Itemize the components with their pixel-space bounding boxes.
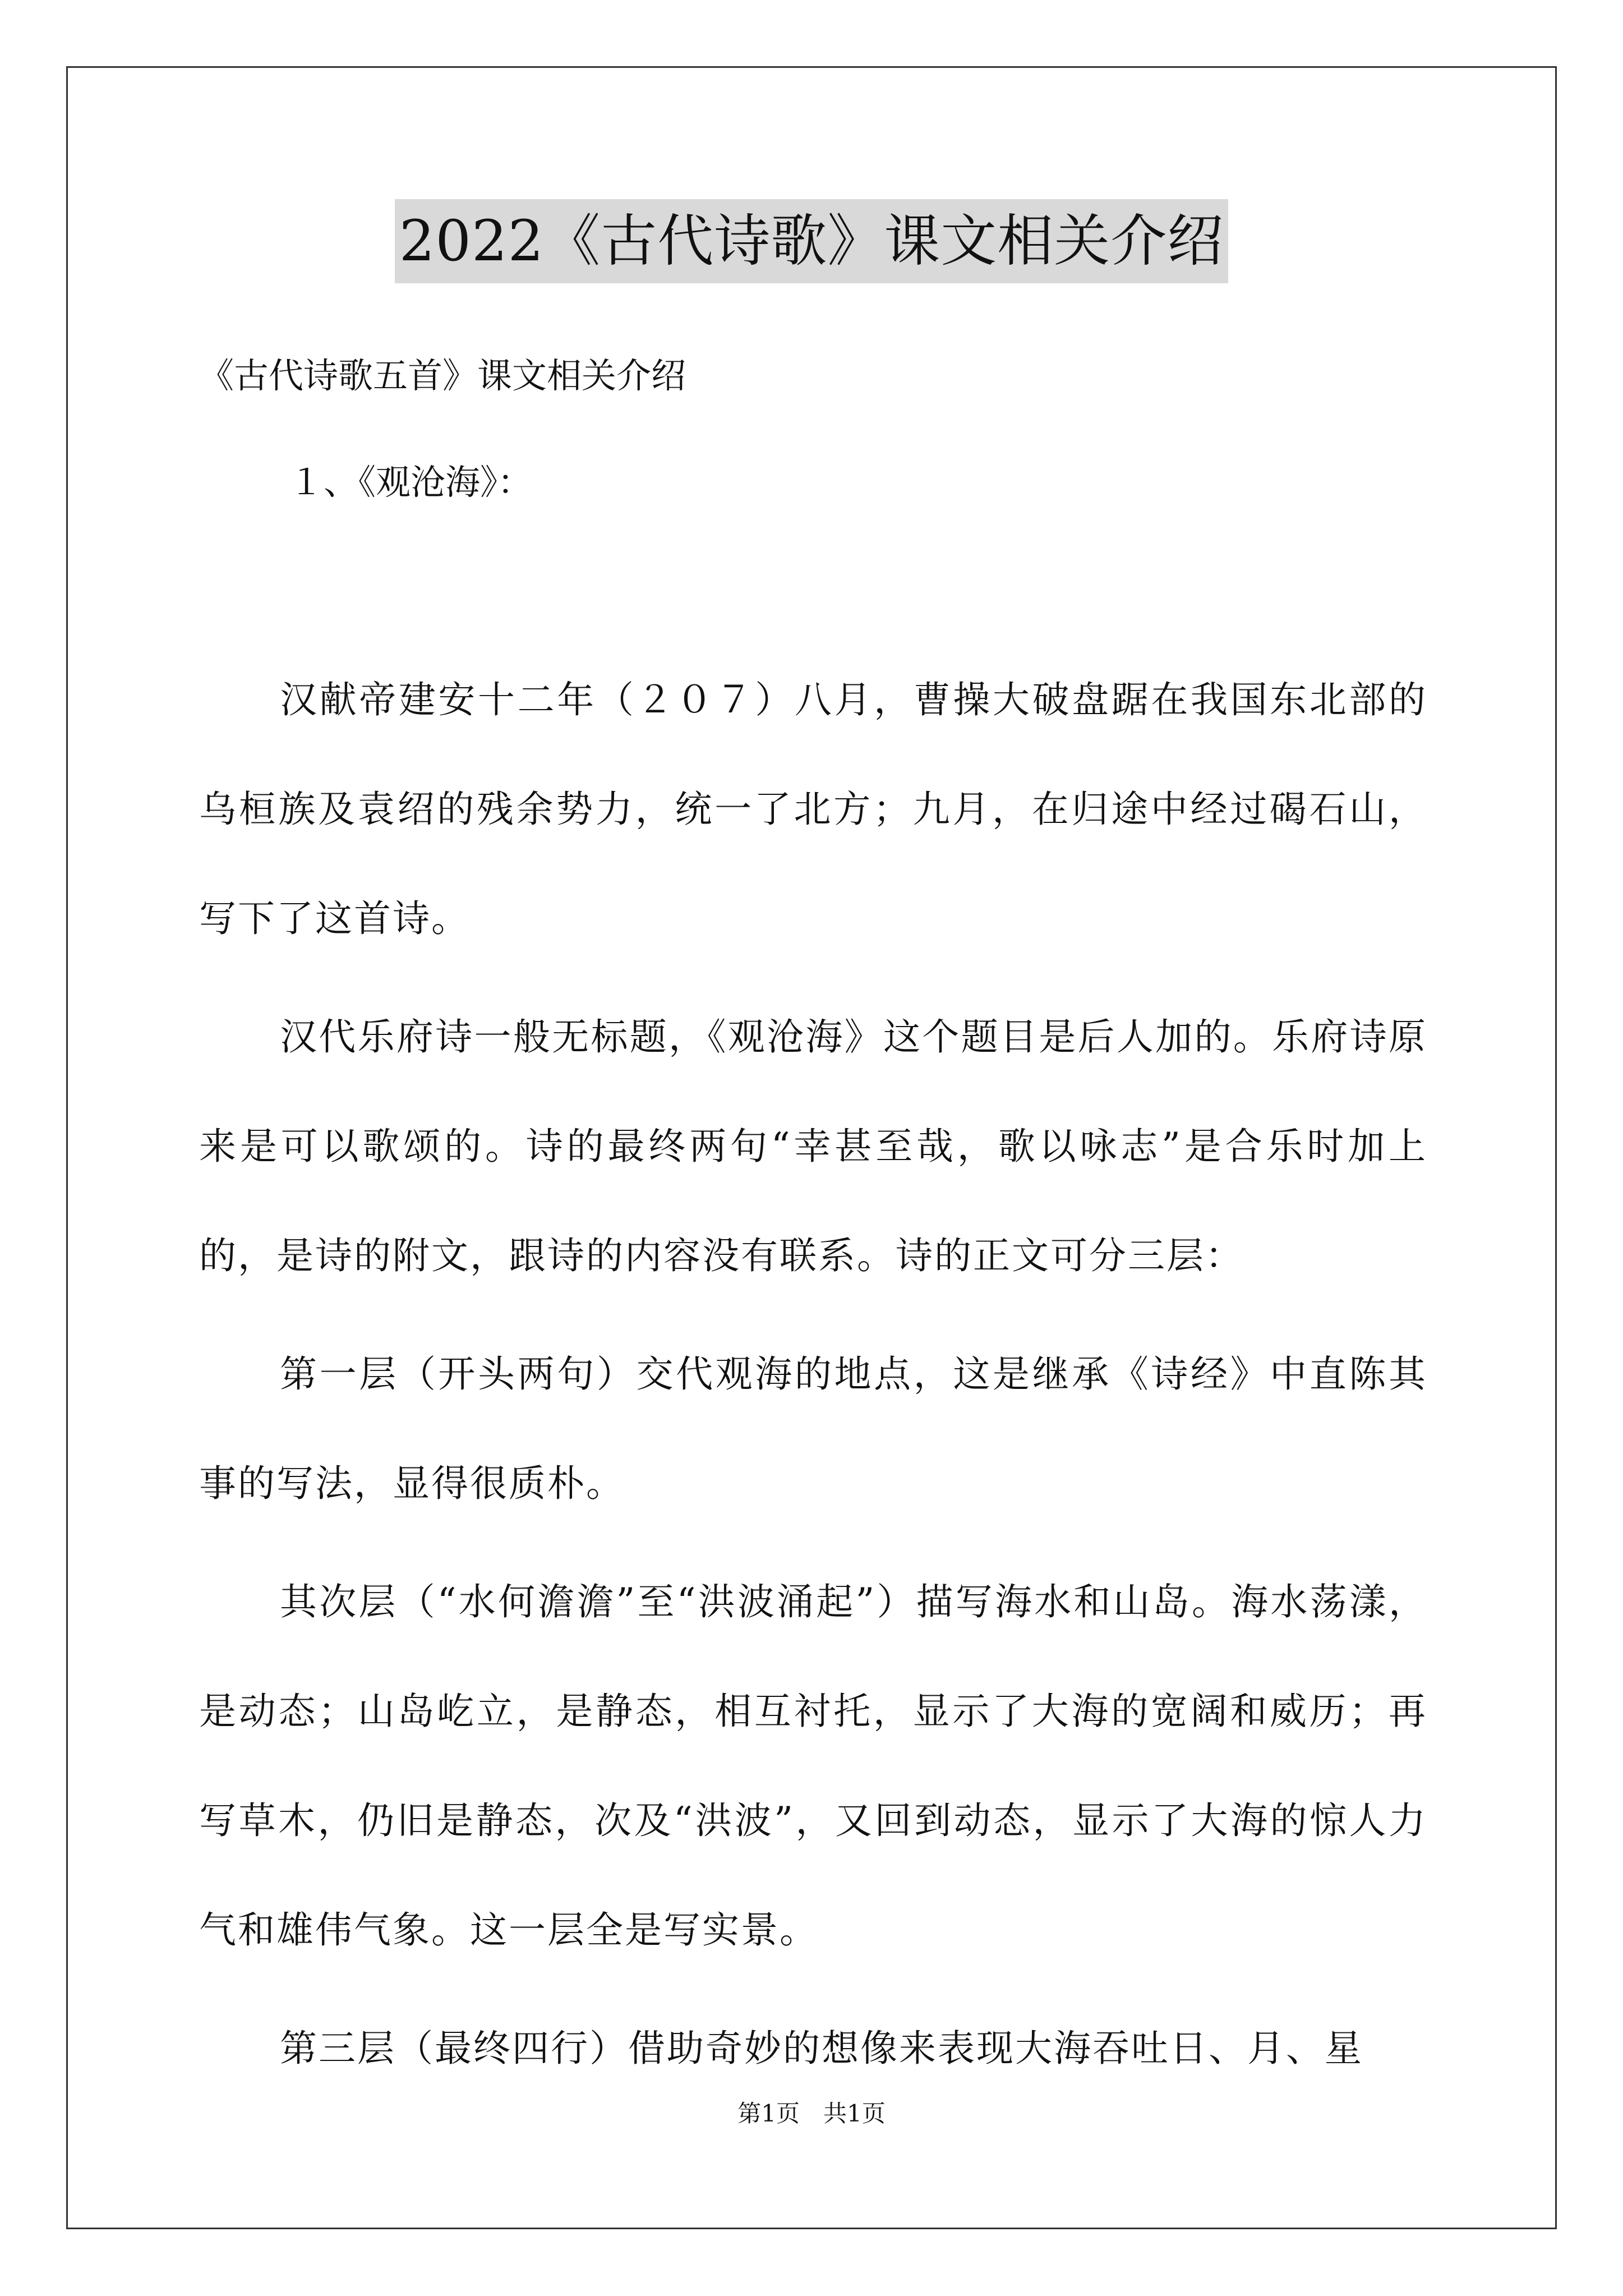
document-body xyxy=(199,348,1427,2112)
body-paragraph: 汉献帝建安十二年（２０７）八月，曹操大破盘踞在我国东北部的乌桓族及袁绍的残余势力，统一了北方；九月，在归途中经过碣石山，写下了这首诗。 xyxy=(199,678,1427,940)
document-title: 2022《古代诗歌》课文相关介绍 xyxy=(395,199,1229,283)
title-container xyxy=(0,199,1623,283)
body-paragraph: 汉代乐府诗一般无标题，《观沧海》这个题目是后人加的。乐府诗原来是可以歌颂的。诗的最终两句“幸甚至哉，歌以咏志”是合乐时加上的，是诗的附文，跟诗的内容没有联系。诗的正文可分三层： xyxy=(199,1015,1427,1277)
body-paragraph: 其次层（“水何澹澹”至“洪波涌起”）描写海水和山岛。海水荡漾，是动态；山岛屹立，是静态，相互衬托，显示了大海的宽阔和威历；再写草木，仍旧是静态，次及“洪波”，又回到动态，显示了大海的惊人力气和雄伟气象。这一层全是写实景。 xyxy=(199,1580,1427,1952)
body-paragraph: 第一层（开头两句）交代观海的地点，这是继承《诗经》中直陈其事的写法，显得很质朴。 xyxy=(199,1352,1427,1505)
section-heading: １、《观沧海》： xyxy=(289,462,533,503)
page-footer: 第1页 共1页 xyxy=(737,2100,886,2127)
body-paragraph: 第三层（最终四行）借助奇妙的想像来表现大海吞吐日、月、星 xyxy=(280,2027,1363,2070)
document-subtitle: 《古代诗歌五首》课文相关介绍 xyxy=(199,355,686,396)
